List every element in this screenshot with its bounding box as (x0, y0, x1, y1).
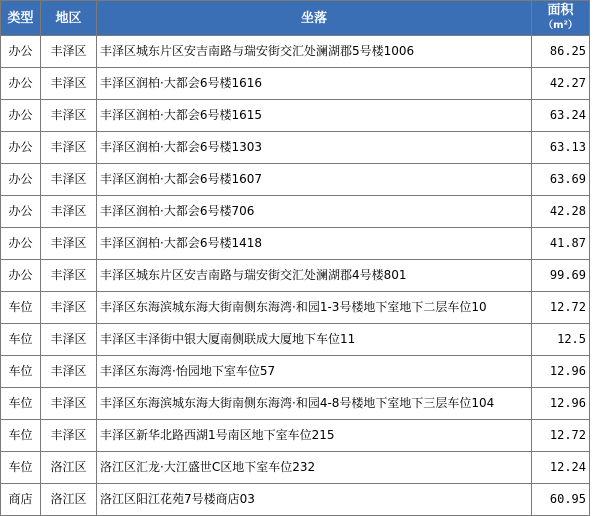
area-cell: 12.5 (532, 324, 590, 356)
location-cell: 丰泽区新华北路西湖1号南区地下室车位215 (97, 420, 532, 452)
table-row (1, 452, 590, 484)
area-unit: （m²） (543, 20, 578, 31)
type-cell: 车位 (1, 388, 41, 420)
table-row (1, 100, 590, 132)
area-cell: 12.96 (532, 388, 590, 420)
area-cell: 12.24 (532, 452, 590, 484)
area-cell: 41.87 (532, 228, 590, 260)
table-row (1, 132, 590, 164)
type-cell: 车位 (1, 420, 41, 452)
location-cell: 丰泽区润柏·大都会6号楼1303 (97, 132, 532, 164)
table-row (1, 484, 590, 516)
district-cell: 丰泽区 (41, 196, 97, 228)
column-header-type: 类型 (1, 1, 41, 36)
district-cell: 丰泽区 (41, 68, 97, 100)
area-cell: 63.69 (532, 164, 590, 196)
location-cell: 丰泽区城东片区安吉南路与瑞安街交汇处澜湖郡4号楼801 (97, 260, 532, 292)
area-cell: 99.69 (532, 260, 590, 292)
location-cell: 丰泽区东海滨城东海大街南侧东海湾·和园4-8号楼地下室地下三层车位104 (97, 388, 532, 420)
location-cell: 丰泽区丰泽街中银大厦南侧联成大厦地下车位11 (97, 324, 532, 356)
type-cell: 办公 (1, 196, 41, 228)
district-cell: 丰泽区 (41, 420, 97, 452)
district-cell: 丰泽区 (41, 324, 97, 356)
area-cell: 60.95 (532, 484, 590, 516)
type-cell: 办公 (1, 36, 41, 68)
district-cell: 洛江区 (41, 452, 97, 484)
district-cell: 丰泽区 (41, 260, 97, 292)
table-row (1, 260, 590, 292)
district-cell: 丰泽区 (41, 228, 97, 260)
area-cell: 12.72 (532, 420, 590, 452)
district-cell: 丰泽区 (41, 356, 97, 388)
area-cell: 42.27 (532, 68, 590, 100)
table-row (1, 324, 590, 356)
type-cell: 车位 (1, 324, 41, 356)
type-cell: 车位 (1, 292, 41, 324)
column-header-district: 地区 (41, 1, 97, 36)
type-cell: 办公 (1, 164, 41, 196)
district-cell: 丰泽区 (41, 100, 97, 132)
district-cell: 丰泽区 (41, 164, 97, 196)
location-cell: 丰泽区东海滨城东海大街南侧东海湾·和园1-3号楼地下室地下二层车位10 (97, 292, 532, 324)
district-cell: 丰泽区 (41, 388, 97, 420)
table-row (1, 356, 590, 388)
table-row (1, 292, 590, 324)
table-row (1, 196, 590, 228)
type-cell: 商店 (1, 484, 41, 516)
type-cell: 办公 (1, 260, 41, 292)
location-cell: 丰泽区润柏·大都会6号楼1615 (97, 100, 532, 132)
type-cell: 办公 (1, 132, 41, 164)
area-label: 面积 (547, 3, 574, 18)
table-header-row (1, 1, 590, 36)
location-cell: 洛江区阳江花苑7号楼商店03 (97, 484, 532, 516)
table-body (1, 36, 590, 516)
table-row (1, 228, 590, 260)
type-cell: 办公 (1, 228, 41, 260)
table-row (1, 36, 590, 68)
column-header-area (532, 1, 590, 36)
area-cell: 86.25 (532, 36, 590, 68)
location-cell: 丰泽区润柏·大都会6号楼706 (97, 196, 532, 228)
area-cell: 12.96 (532, 356, 590, 388)
area-cell: 42.28 (532, 196, 590, 228)
district-cell: 洛江区 (41, 484, 97, 516)
column-header-location: 坐落 (97, 1, 532, 36)
table-row (1, 68, 590, 100)
area-cell: 63.13 (532, 132, 590, 164)
area-cell: 12.72 (532, 292, 590, 324)
district-cell: 丰泽区 (41, 36, 97, 68)
table-row (1, 388, 590, 420)
type-cell: 办公 (1, 68, 41, 100)
location-cell: 丰泽区润柏·大都会6号楼1418 (97, 228, 532, 260)
type-cell: 车位 (1, 356, 41, 388)
district-cell: 丰泽区 (41, 132, 97, 164)
location-cell: 丰泽区城东片区安吉南路与瑞安街交汇处澜湖郡5号楼1006 (97, 36, 532, 68)
table-row (1, 420, 590, 452)
district-cell: 丰泽区 (41, 292, 97, 324)
location-cell: 丰泽区东海湾·怡园地下室车位57 (97, 356, 532, 388)
type-cell: 车位 (1, 452, 41, 484)
location-cell: 丰泽区润柏·大都会6号楼1607 (97, 164, 532, 196)
location-cell: 丰泽区润柏·大都会6号楼1616 (97, 68, 532, 100)
location-cell: 洛江区汇龙·大江盛世C区地下室车位232 (97, 452, 532, 484)
area-cell: 63.24 (532, 100, 590, 132)
type-cell: 办公 (1, 100, 41, 132)
table-row (1, 164, 590, 196)
